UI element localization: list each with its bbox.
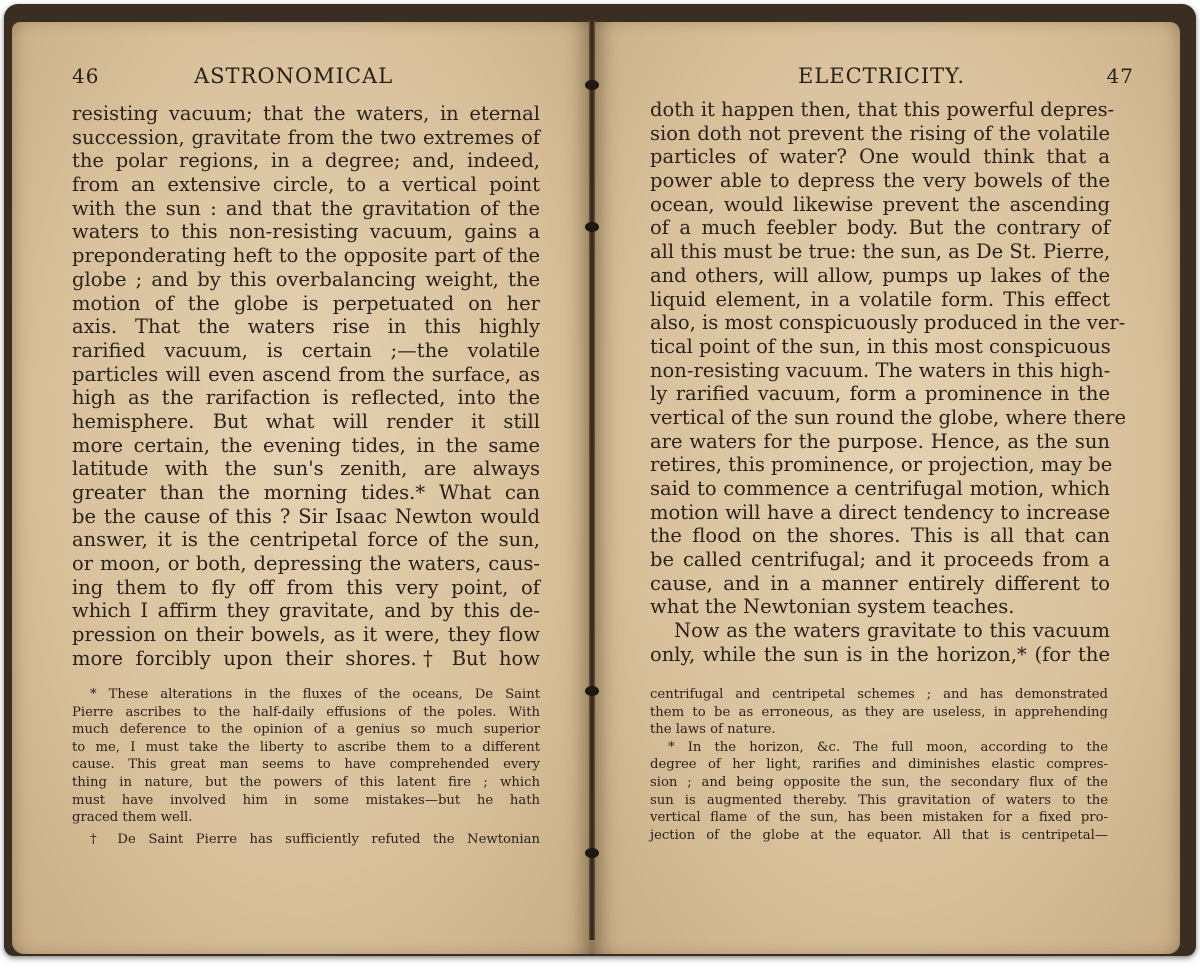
running-head: ASTRONOMICAL — [194, 64, 394, 88]
footnote-line: cause. This great man seems to have comprehended every — [72, 757, 540, 773]
text-line: with the sun : and that the gravitation of the — [72, 196, 540, 220]
text-line: power able to depress the very bowels of the — [650, 169, 1110, 193]
text-line: Now as the waters gravitate to this vacuum — [674, 619, 1110, 643]
text-line: the flood on the shores. This is all that can — [650, 524, 1110, 548]
footnote-line: sun is augmented thereby. This gravitation of waters to the — [650, 792, 1108, 808]
text-line: latitude with the sun's zenith, are always — [72, 457, 540, 481]
text-line: or moon, or both, depressing the waters, caus- — [72, 552, 540, 576]
text-line: tical point of the sun, in this most conspicuous — [650, 334, 1111, 358]
footnote-line: to me, I must take the liberty to ascribe them to a different — [72, 739, 540, 755]
footnote-line: sion ; and being opposite the sun, the secondary flux of the — [650, 774, 1108, 790]
text-line: said to commence a centrifugal motion, which — [650, 477, 1110, 500]
text-line: be the cause of this ? Sir Isaac Newton would — [72, 504, 540, 528]
text-line: liquid element, in a volatile form. This effect — [650, 287, 1110, 311]
footnote-line: the laws of nature. — [650, 722, 776, 738]
text-line: retires, this prominence, or projection, may be — [650, 453, 1113, 477]
left-page — [12, 22, 592, 954]
text-line: of a much feebler body. But the contrary of — [650, 216, 1110, 240]
text-line: only, while the sun is in the horizon,* (for the — [650, 642, 1110, 666]
footnote-line: graced them well. — [72, 810, 193, 826]
text-line: doth it happen then, that this powerful depres- — [650, 98, 1115, 121]
text-line: and others, will allow, pumps up lakes of the — [650, 263, 1110, 287]
text-line: preponderating heft to the opposite part of the — [72, 244, 540, 268]
text-line: from an extensive circle, to a vertical point — [72, 173, 540, 197]
footnote-line: thing in nature, but the powers of this latent fire ; which — [72, 774, 540, 790]
left-footnotes — [72, 686, 540, 848]
text-line: be called centrifugal; and it proceeds from a — [650, 548, 1110, 572]
footnote-line: * These alterations in the fluxes of the oceans, De Saint — [90, 687, 540, 702]
text-line: vertical of the sun round the globe, where there — [650, 405, 1127, 429]
footnote-line: much deference to the opinion of a genius so much superior — [72, 722, 540, 738]
footnote-line: degree of her light, rarifies and diminishes elastic compres- — [650, 757, 1108, 773]
right-body-text — [650, 98, 1127, 667]
footnote-line: them to be as erroneous, as they are useless, in apprehending — [650, 704, 1108, 720]
text-line: the polar regions, in a degree; and, indeed, — [72, 149, 540, 173]
left-page-header — [12, 60, 592, 90]
text-line: motion will have a direct tendency to increase — [650, 500, 1110, 524]
footnote-line: Pierre ascribes to the half-daily effusions of the poles. With — [72, 704, 540, 720]
text-line: particles of water? One would think that a — [650, 145, 1110, 169]
text-line: answer, it is the centripetal force of the sun, — [72, 528, 540, 552]
text-line: hemisphere. But what will render it still — [72, 409, 540, 433]
footnote-line: * In the horizon, &c. The full moon, according to the — [668, 739, 1108, 755]
text-line: succession, gravitate from the two extremes of — [72, 125, 540, 149]
text-line: waters to this non-resisting vacuum, gains a — [72, 220, 540, 244]
text-line: also, is most conspicuously produced in the ver- — [650, 311, 1126, 335]
right-page — [592, 22, 1180, 954]
page-number: 46 — [72, 64, 100, 88]
text-line: ly rarified vacuum, form a prominence in the — [650, 382, 1110, 406]
text-line: are waters for the purpose. Hence, as the sun — [650, 429, 1110, 453]
text-line: axis. That the waters rise in this highly — [72, 315, 540, 339]
page-number: 47 — [1106, 64, 1134, 88]
footnote-line: must have involved him in some mistakes—but he hath — [72, 792, 540, 808]
text-line: cause, and in a manner entirely different to — [650, 571, 1110, 595]
text-line: which I affirm they gravitate, and by this de- — [72, 599, 540, 623]
text-line: pression on their bowels, as it were, they flow — [72, 623, 540, 647]
text-line: particles will even ascend from the surface, as — [72, 362, 540, 386]
text-line: what the Newtonian system teaches. — [650, 595, 1015, 619]
footnote-line: vertical flame of the sun, has been mistaken for a fixed pro- — [650, 810, 1108, 826]
text-line: high as the rarifaction is reflected, into the — [72, 386, 540, 410]
text-line: resisting vacuum; that the waters, in eternal — [72, 102, 540, 125]
text-line: more certain, the evening tides, in the same — [72, 433, 540, 457]
running-head: ELECTRICITY. — [798, 64, 965, 88]
text-line: sion doth not prevent the rising of the volatile — [650, 121, 1110, 145]
binding-stitch — [585, 80, 599, 90]
footnote-line: † De Saint Pierre has sufficiently refuted the Newtonian — [90, 831, 540, 847]
text-line: greater than the morning tides.* What can — [72, 481, 540, 504]
text-line: ocean, would likewise prevent the ascending — [650, 192, 1110, 216]
left-body-text — [72, 102, 540, 671]
right-footnotes — [650, 686, 1108, 844]
binding-stitch — [585, 222, 599, 232]
binding-stitch — [585, 686, 599, 696]
text-line: motion of the globe is perpetuated on her — [72, 291, 540, 315]
footnote-line: jection of the globe at the equator. All that is centripetal— — [650, 827, 1108, 843]
text-line: non-resisting vacuum. The waters in this high- — [650, 358, 1111, 382]
footnote-line: centrifugal and centripetal schemes ; and has demonstrated — [650, 687, 1108, 702]
text-line: all this must be true: the sun, as De St. Pierre, — [650, 240, 1111, 264]
text-line: more forcibly upon their shores.† But how — [72, 646, 540, 670]
binding-stitch — [585, 848, 599, 858]
text-line: globe ; and by this overbalancing weight, the — [72, 267, 540, 291]
right-page-header — [592, 60, 1180, 90]
text-line: ing them to fly off from this very point, of — [72, 575, 540, 599]
text-line: rarified vacuum, is certain ;—the volatile — [72, 338, 540, 362]
book-spine-gutter — [589, 20, 595, 940]
